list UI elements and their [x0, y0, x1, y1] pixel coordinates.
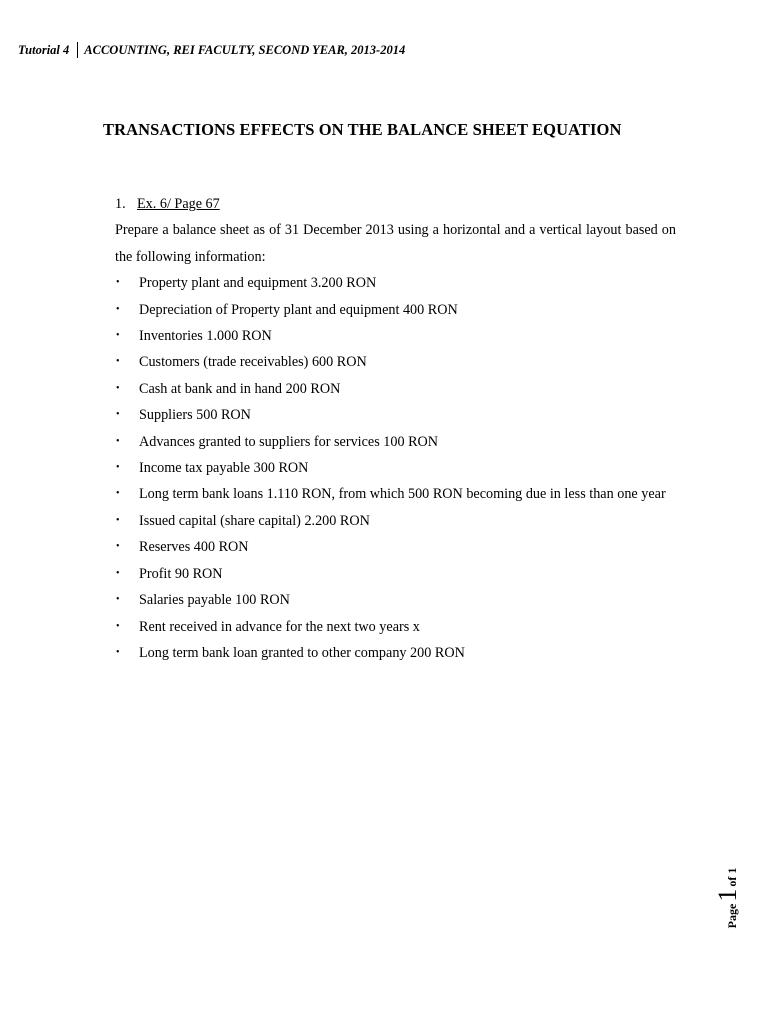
list-item [115, 270, 676, 296]
page-number: 1 [713, 888, 742, 902]
list-item [115, 587, 676, 613]
bullet-icon: • [116, 356, 120, 368]
list-item-text: Reserves 400 RON [139, 539, 249, 556]
list-item [115, 561, 676, 587]
list-item [115, 349, 676, 375]
header-course-label: ACCOUNTING, REI FACULTY, SECOND YEAR, 2013-2014 [84, 42, 406, 57]
bullet-icon: • [116, 541, 120, 553]
list-item [115, 455, 676, 481]
list-item-text: Long term bank loans 1.110 RON, from which 500 RON becoming due in less than one year [139, 486, 666, 503]
list-item-text: Suppliers 500 RON [139, 407, 251, 424]
list-item-text: Rent received in advance for the next two years x [139, 618, 420, 635]
list-item-text: Property plant and equipment 3.200 RON [139, 275, 377, 292]
list-item-text: Cash at bank and in hand 200 RON [139, 380, 341, 397]
bullet-icon: • [116, 514, 120, 526]
page-number-footer [688, 858, 768, 938]
list-item-text: Customers (trade receivables) 600 RON [139, 354, 367, 371]
list-item-text: Salaries payable 100 RON [139, 592, 290, 609]
list-item-text: Advances granted to suppliers for services 100 RON [139, 433, 439, 450]
list-item [115, 429, 676, 455]
page-label: Page [725, 903, 739, 929]
bullet-icon: • [116, 462, 120, 474]
list-item-text: Depreciation of Property plant and equipment 400 RON [139, 301, 458, 318]
bullet-icon: • [116, 330, 120, 342]
bullet-icon: • [116, 594, 120, 606]
bullet-icon: • [116, 620, 120, 632]
list-item [115, 297, 676, 323]
page-number-rotated [713, 868, 743, 929]
exercise-reference: Ex. 6/ Page 67 [137, 196, 220, 212]
bullet-icon: • [116, 567, 120, 579]
bullet-icon: • [116, 488, 120, 500]
list-item-text: Inventories 1.000 RON [139, 328, 272, 345]
list-item [115, 376, 676, 402]
document-title: TRANSACTIONS EFFECTS ON THE BALANCE SHEET EQUATION [103, 120, 622, 139]
bullet-icon: • [116, 646, 120, 658]
exercise-heading [115, 191, 676, 217]
list-item [115, 534, 676, 560]
list-item-text: Income tax payable 300 RON [139, 460, 309, 477]
exercise-instructions: Prepare a balance sheet as of 31 December 2013 using a horizontal and a vertical layout based on the following information: [115, 222, 676, 265]
list-item [115, 402, 676, 428]
bullet-icon: • [116, 435, 120, 447]
bullet-icon: • [116, 382, 120, 394]
header-tutorial-label: Tutorial 4 [18, 42, 70, 57]
list-item-text: Issued capital (share capital) 2.200 RON [139, 512, 370, 529]
exercise-content [115, 191, 676, 666]
list-item [115, 640, 676, 666]
bullet-icon: • [116, 303, 120, 315]
exercise-number: 1. [115, 196, 126, 212]
list-item [115, 614, 676, 640]
page-total-label: of 1 [725, 867, 739, 887]
header-separator [77, 42, 78, 58]
item-list [115, 270, 676, 666]
list-item [115, 508, 676, 534]
running-header [18, 42, 405, 58]
list-item [115, 323, 676, 349]
list-item-text: Long term bank loan granted to other company 200 RON [139, 644, 465, 661]
list-item [115, 481, 676, 507]
bullet-icon: • [116, 277, 120, 289]
bullet-icon: • [116, 409, 120, 421]
list-item-text: Profit 90 RON [139, 565, 223, 582]
